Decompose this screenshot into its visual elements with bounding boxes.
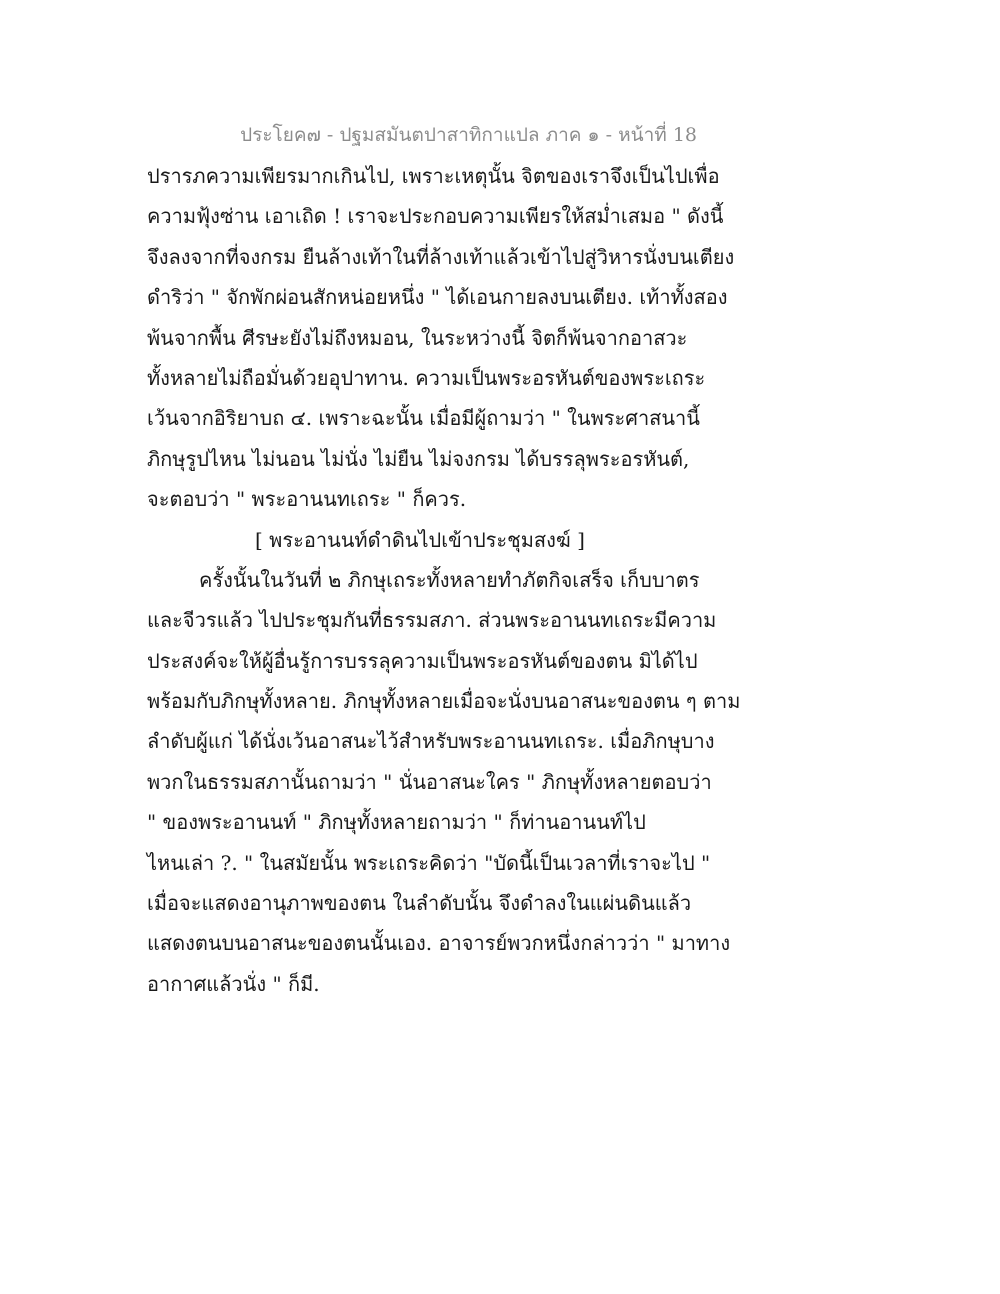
text-line: ดำริว่า " จักพักผ่อนสักหน่อยหนึ่ง " ได้เอนกายลงบนเตียง. เท้าทั้งสอง — [147, 285, 728, 310]
text-line: จะตอบว่า " พระอานนทเถระ " ก็ควร. — [147, 487, 467, 512]
section-heading: [ พระอานนท์ดำดินไปเข้าประชุมสงฆ์ ] — [255, 527, 585, 552]
text-line: " ของพระอานนท์ " ภิกษุทั้งหลายถามว่า " ก็ท่านอานนท์ไป — [147, 810, 646, 835]
text-line: ปรารภความเพียรมากเกินไป, เพราะเหตุนั้น จิตของเราจึงเป็นไปเพื่อ — [147, 164, 720, 188]
text-line: เมื่อจะแสดงอานุภาพของตน ในลำดับนั้น จึงดำลงในแผ่นดินแล้ว — [147, 891, 692, 916]
running-header: ประโยค๗ - ปฐมสมันตปาสาทิกาแปล ภาค ๑ - หน้าที่ 18 — [240, 124, 697, 146]
text-line: ภิกษุรูปไหน ไม่นอน ไม่นั่ง ไม่ยืน ไม่จงกรม ได้บรรลุพระอรหันต์, — [147, 446, 690, 471]
paragraph-first-line: ครั้งนั้นในวันที่ ๒ ภิกษุเถระทั้งหลายทำภัตกิจเสร็จ เก็บบาตร — [199, 567, 700, 592]
text-line: และจีวรแล้ว ไปประชุมกันที่ธรรมสภา. ส่วนพระอานนทเถระมีความ — [147, 608, 717, 633]
text-line: จึงลงจากที่จงกรม ยืนล้างเท้าในที่ล้างเท้าแล้วเข้าไปสู่วิหารนั่งบนเตียง — [147, 244, 735, 269]
text-line: ความฟุ้งซ่าน เอาเถิด ! เราจะประกอบความเพียรให้สม่ำเสมอ " ดังนี้ — [147, 204, 724, 229]
text-line: ประสงค์จะให้ผู้อื่นรู้การบรรลุความเป็นพระอรหันต์ของตน มิได้ไป — [147, 648, 698, 673]
text-line: ลำดับผู้แก่ ได้นั่งเว้นอาสนะไว้สำหรับพระอานนทเถระ. เมื่อภิกษุบาง — [147, 729, 715, 754]
text-line: เว้นจากอิริยาบถ ๔. เพราะฉะนั้น เมื่อมีผู้ถามว่า " ในพระศาสนานี้ — [147, 406, 700, 431]
text-line: ไหนเล่า ?. " ในสมัยนั้น พระเถระคิดว่า "บัดนี้เป็นเวลาที่เราจะไป " — [147, 850, 711, 875]
text-line: แสดงตนบนอาสนะของตนนั้นเอง. อาจารย์พวกหนึ่งกล่าวว่า " มาทาง — [147, 931, 731, 956]
text-line: อากาศแล้วนั่ง " ก็มี. — [147, 971, 320, 996]
body-text — [147, 156, 741, 1004]
text-line: พวกในธรรมสภานั้นถามว่า " นั่นอาสนะใคร " ภิกษุทั้งหลายตอบว่า — [147, 769, 712, 794]
text-line: พ้นจากพื้น ศีรษะยังไม่ถึงหมอน, ในระหว่างนี้ จิตก็พ้นจากอาสวะ — [147, 325, 688, 350]
text-line: พร้อมกับภิกษุทั้งหลาย. ภิกษุทั้งหลายเมื่อจะนั่งบนอาสนะของตน ๆ ตาม — [147, 689, 741, 714]
text-line: ทั้งหลายไม่ถือมั่นด้วยอุปาทาน. ความเป็นพระอรหันต์ของพระเถระ — [147, 365, 706, 390]
